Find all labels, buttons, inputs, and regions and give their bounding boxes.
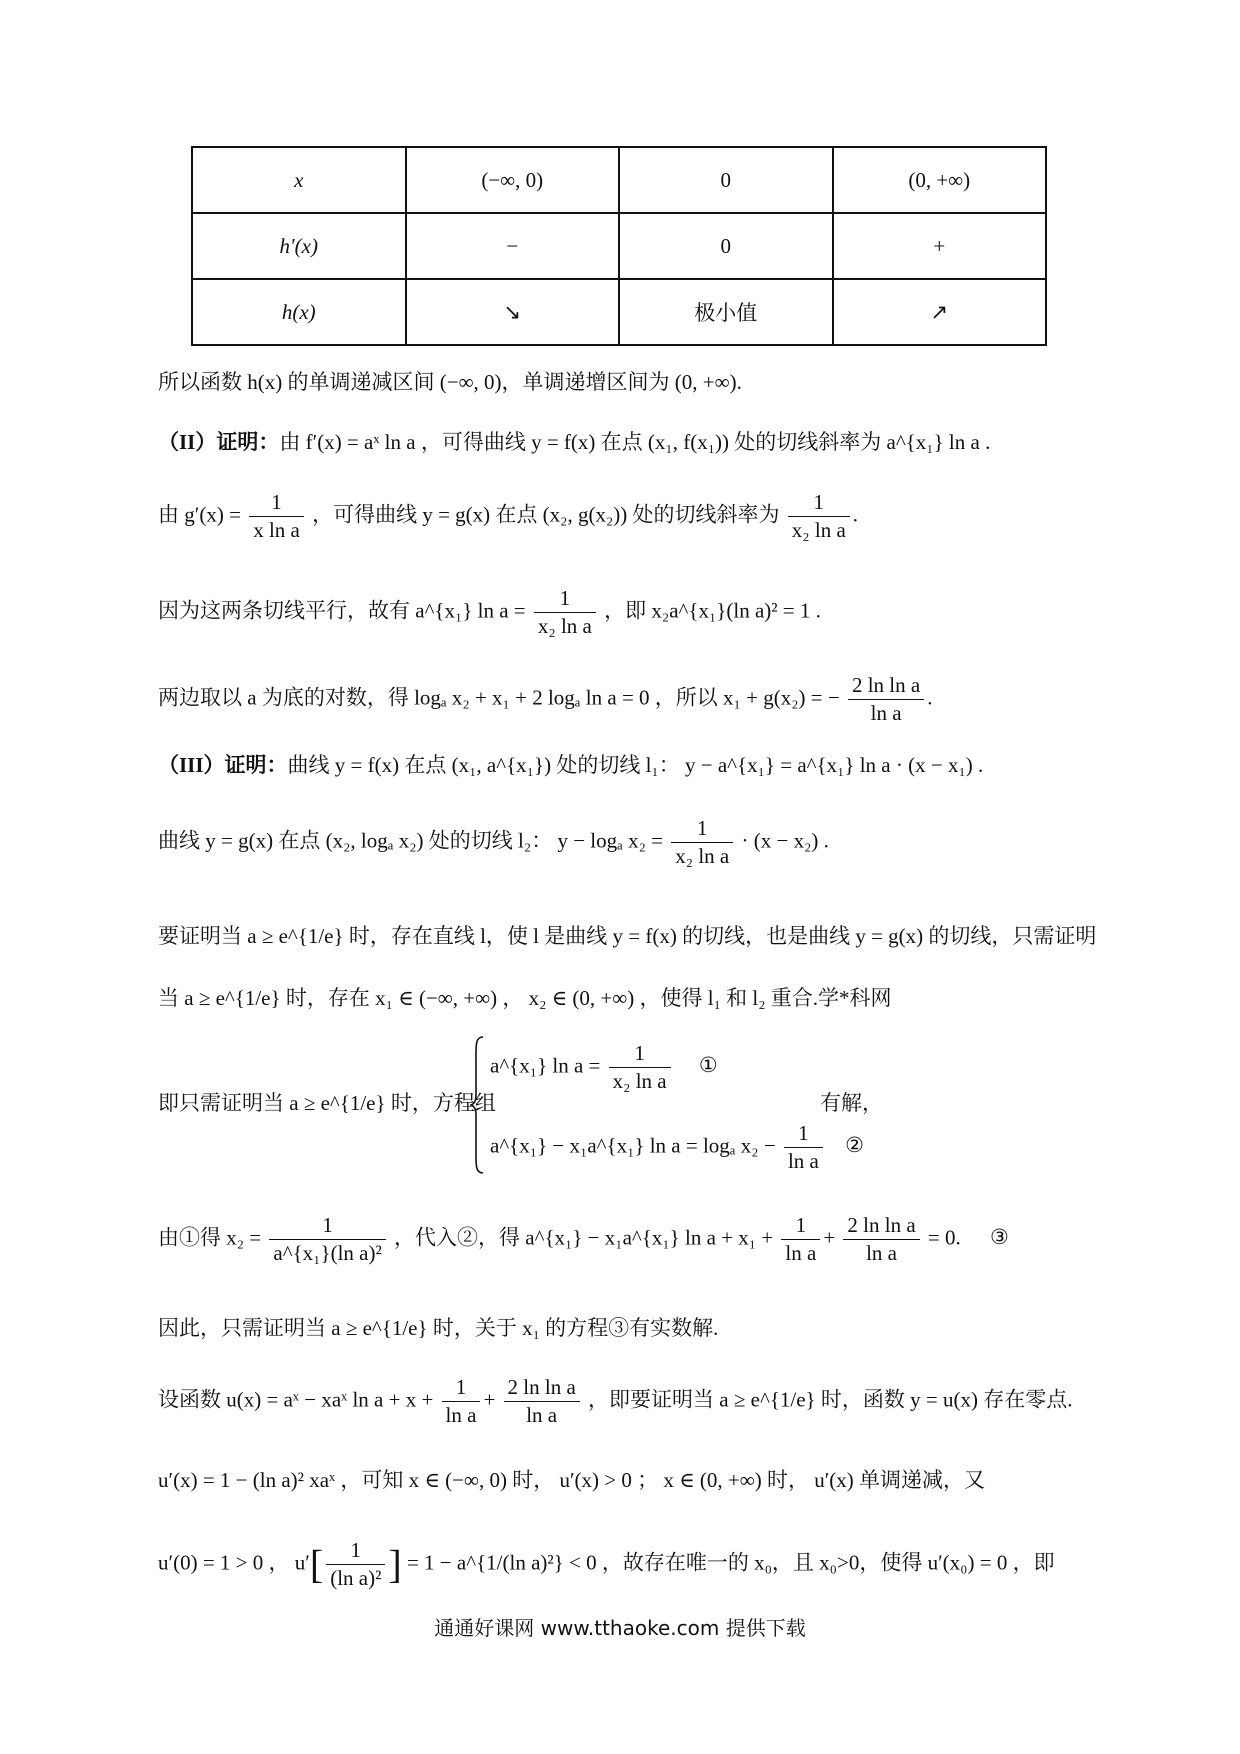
text-line: 即只需证明当 a ≥ e^{1/e} 时，方程组: [158, 1091, 496, 1115]
text-line: 由①得 x₂ = $\frac{1}{\text{a\textasciicircum{}\{x₁\}(ln a)²}}$ ，代入②，得 a^{x₁} − x₁a^{x₁} ln a + x₁ + $\frac{1}{\text{ln a}}$ + $\frac{\text{2 ln ln a}}{\text{ln a}}$ = 0. ③: [158, 1213, 1009, 1265]
fraction-numerator: 1: [788, 492, 850, 517]
fraction: [843, 1215, 919, 1264]
text-line: 有解，: [820, 1091, 883, 1115]
table-cell: (−∞, 0): [406, 147, 620, 213]
fraction-numerator: 1: [784, 1123, 823, 1148]
fraction-numerator: 2 ln ln a: [848, 675, 924, 700]
monotonicity-table: [191, 146, 1047, 346]
equation-marker: ③: [990, 1225, 1009, 1250]
equation-line: [490, 1123, 864, 1172]
text-line: u′(x) = 1 − (ln a)² xaˣ ，可知 x ∈ (−∞, 0) 时， u′(x) > 0 ； x ∈ (0, +∞) 时， u′(x) 单调递减，又: [158, 1468, 986, 1492]
bracket-icon: ]: [388, 1541, 402, 1587]
equation-marker: ①: [698, 1053, 718, 1078]
fraction: [788, 492, 850, 541]
text-span: 曲线 y = g(x) 在点 (x₂, logₐ x₂) 处的切线 l₂： y − logₐ x₂ =: [158, 828, 664, 853]
text-span: a^{x₁} − x₁a^{x₁} ln a = logₐ x₂ −: [490, 1133, 776, 1158]
text-line: [158, 588, 821, 637]
fraction-denominator: x ln a: [253, 518, 300, 542]
fraction-denominator: ln a: [870, 701, 902, 725]
fraction-denominator: ln a: [526, 1403, 558, 1427]
table-cell: +: [833, 213, 1047, 279]
text-line: [158, 818, 829, 867]
text-line: [158, 755, 983, 776]
text-line: 设函数 u(x) = aˣ − xaˣ ln a + x + $\frac{1}{\text{ln a}}$ + $\frac{\text{2 ln ln a}}{\text{ln a}}$ ，即要证明当 a ≥ e^{1/e} 时，函数 y = u(x) 存在零点.: [158, 1375, 1073, 1427]
table-cell: 0: [619, 213, 833, 279]
text-line: [158, 432, 990, 453]
fraction: [784, 1123, 823, 1172]
table-row: [192, 213, 1046, 279]
fraction-denominator: x₂ ln a: [675, 844, 730, 868]
fraction-denominator: ln a: [866, 1241, 897, 1265]
fraction: [671, 818, 733, 867]
equation-line: [490, 1043, 718, 1092]
fraction: [442, 1377, 481, 1426]
fraction-denominator: x₂ ln a: [612, 1069, 667, 1093]
text-span: 由①得 x₂ =: [158, 1225, 262, 1250]
table-cell: h(x): [192, 279, 406, 345]
fraction-denominator: ln a: [445, 1403, 477, 1427]
fraction-denominator: a^{x₁}(ln a)²: [273, 1241, 382, 1265]
fraction-numerator: 2 ln ln a: [843, 1215, 919, 1240]
fraction: [269, 1215, 385, 1264]
text-span: 由 f′(x) = aˣ ln a ，可得曲线 y = f(x) 在点 (x₁, f(x₁)) 处的切线斜率为 a^{x₁} ln a .: [279, 430, 991, 454]
fraction-numerator: 1: [269, 1215, 385, 1240]
table-cell: (0, +∞): [833, 147, 1047, 213]
fraction-numerator: 1: [442, 1377, 481, 1402]
fraction: [609, 1043, 671, 1092]
fraction-numerator: 1: [534, 588, 596, 613]
bracket-icon: [: [309, 1541, 324, 1587]
fraction-numerator: 1: [326, 1540, 385, 1565]
section-label: （III）证明：: [158, 753, 288, 777]
text-line: 由 g′(x) = $\frac{1}{\text{x ln a}}$ ，可得曲线 y = g(x) 在点 (x₂, g(x₂)) 处的切线斜率为 $\frac{1}{\text{x₂ ln a}}$ .: [158, 490, 859, 542]
table-cell: −: [406, 213, 620, 279]
left-brace-icon: [470, 1035, 484, 1175]
fraction: [781, 1215, 820, 1264]
text-line: 因此，只需证明当 a ≥ e^{1/e} 时，关于 x₁ 的方程③有实数解.: [158, 1316, 719, 1340]
fraction: [848, 675, 924, 724]
text-span: = 1 − a^{1/(ln a)²} < 0 ，故存在唯一的 x₀，且 x₀>0，使得 u′(x₀) = 0 ，即: [406, 1550, 1055, 1575]
fraction-numerator: 1: [781, 1215, 820, 1240]
text-span: 因为这两条切线平行，故有 a^{x₁} ln a =: [158, 598, 526, 623]
text-line: 所以函数 h(x) 的单调递减区间 (−∞, 0)，单调递增区间为 (0, +∞).: [158, 370, 742, 394]
decreasing-arrow-icon: ↘: [406, 279, 620, 345]
text-span: = 0.: [927, 1225, 961, 1250]
text-line: [158, 1540, 1055, 1589]
fraction-numerator: 1: [671, 818, 733, 843]
fraction-numerator: 2 ln ln a: [504, 1377, 580, 1402]
text-span: 由 g′(x) =: [158, 502, 241, 527]
text-line: 两边取以 a 为底的对数，得 logₐ x₂ + x₁ + 2 logₐ ln a = 0 ，所以 x₁ + g(x₂) = − $\frac{\text{2 ln ln a}}{\text{ln a}}$ .: [158, 673, 933, 725]
text-span: ，代入②，得 a^{x₁} − x₁a^{x₁} ln a + x₁ +: [394, 1225, 774, 1250]
text-span: · (x − x₂) .: [741, 828, 829, 853]
table-cell: x: [192, 147, 406, 213]
increasing-arrow-icon: ↗: [833, 279, 1047, 345]
fraction-denominator: x₂ ln a: [791, 518, 846, 542]
equation-marker: ②: [845, 1133, 864, 1158]
text-line: 当 a ≥ e^{1/e} 时，存在 x₁ ∈ (−∞, +∞) ， x₂ ∈ (0, +∞) ，使得 l₁ 和 l₂ 重合.学*科网: [158, 986, 892, 1010]
table-cell: 0: [619, 147, 833, 213]
fraction: [534, 588, 596, 637]
fraction-denominator: ln a: [787, 1149, 819, 1173]
fraction-denominator: ln a: [785, 1241, 817, 1265]
fraction: [326, 1540, 385, 1589]
text-span: 曲线 y = f(x) 在点 (x₁, a^{x₁}) 处的切线 l₁： y − a^{x₁} = a^{x₁} ln a · (x − x₁) .: [287, 753, 984, 777]
text-span: ，即要证明当 a ≥ e^{1/e} 时，函数 y = u(x) 存在零点.: [588, 1387, 1073, 1412]
table-row: [192, 279, 1046, 345]
table-row: [192, 147, 1046, 213]
text-span: ，即 x₂a^{x₁}(ln a)² = 1 .: [604, 598, 821, 623]
table-cell: h′(x): [192, 213, 406, 279]
text-span: 设函数 u(x) = aˣ − xaˣ ln a + x +: [158, 1387, 434, 1412]
fraction-denominator: x₂ ln a: [537, 614, 592, 638]
fraction-numerator: 1: [249, 492, 304, 517]
fraction-numerator: 1: [609, 1043, 671, 1068]
text-line: 要证明当 a ≥ e^{1/e} 时，存在直线 l，使 l 是曲线 y = f(x) 的切线，也是曲线 y = g(x) 的切线，只需证明: [158, 924, 1097, 948]
fraction: [504, 1377, 580, 1426]
page-footer: 通通好课网 www.tthaoke.com 提供下载: [434, 1616, 806, 1640]
text-span: a^{x₁} ln a =: [490, 1053, 601, 1078]
table-cell: 极小值: [619, 279, 833, 345]
text-span: u′(0) = 1 > 0 ， u′: [158, 1550, 310, 1575]
fraction: [249, 492, 304, 541]
text-span: 两边取以 a 为底的对数，得 logₐ x₂ + x₁ + 2 logₐ ln a = 0 ，所以 x₁ + g(x₂) = −: [158, 685, 840, 710]
text-span: ，可得曲线 y = g(x) 在点 (x₂, g(x₂)) 处的切线斜率为: [312, 502, 780, 527]
fraction-denominator: (ln a)²: [330, 1566, 382, 1590]
section-label: （II）证明：: [158, 430, 280, 454]
